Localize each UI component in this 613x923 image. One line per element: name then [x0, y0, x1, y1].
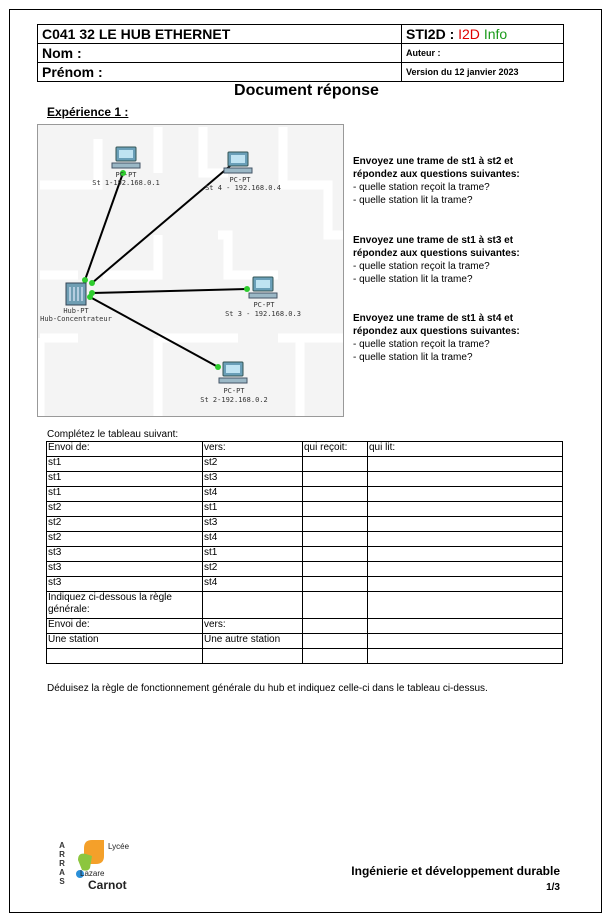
hub-type: Hub-PT: [63, 307, 89, 315]
nom-field[interactable]: Nom :: [38, 44, 402, 63]
header-lit: qui lit:: [368, 442, 563, 457]
pc-st2-type: PC-PT: [223, 387, 245, 395]
answer-cell[interactable]: [303, 532, 368, 547]
table-row: st3 st1: [47, 547, 563, 562]
hub-label: Hub-Concentrateur: [40, 315, 112, 323]
answer-cell[interactable]: [368, 472, 563, 487]
question-2: Envoyez une trame de st1 à st3 et répondez aux questions suivantes: - quelle station reçoit la trame? - quelle station lit la trame?: [353, 235, 520, 285]
answer-cell[interactable]: [303, 517, 368, 532]
hub-icon: [66, 283, 86, 305]
answer-cell[interactable]: [368, 457, 563, 472]
pc-st2-label: St 2-192.168.0.2: [200, 396, 268, 404]
answer-cell[interactable]: [47, 649, 203, 664]
pc-st1-label: St 1-192.168.0.1: [92, 179, 160, 187]
question-1: Envoyez une trame de st1 à st2 et répondez aux questions suivantes: - quelle station reçoit la trame? - quelle station lit la trame?: [353, 156, 520, 206]
table-row: st2 st4: [47, 532, 563, 547]
pc-st1-type: PC-PT: [115, 171, 137, 179]
footer-title: Ingénierie et développement durable: [351, 864, 560, 878]
answer-cell[interactable]: [368, 502, 563, 517]
answer-cell[interactable]: [368, 547, 563, 562]
network-diagram: [37, 124, 344, 417]
header-recoit: qui reçoit:: [303, 442, 368, 457]
pc-st3-icon: [249, 277, 277, 298]
answer-cell[interactable]: [303, 562, 368, 577]
answer-cell[interactable]: [303, 502, 368, 517]
pc-st3-type: PC-PT: [253, 301, 275, 309]
answer-cell[interactable]: [368, 634, 563, 649]
table-header-row: [47, 442, 563, 457]
table-row: [47, 649, 563, 664]
answer-table: [46, 441, 563, 664]
svg-text:Lazare: Lazare: [80, 869, 105, 878]
page-number: 1/3: [546, 882, 560, 893]
experience-heading: Expérience 1 :: [47, 105, 129, 119]
rule-label: Indiquez ci-dessous la règle générale:: [47, 592, 203, 619]
rule-label-row: [47, 592, 563, 619]
table-row: st3 st2: [47, 562, 563, 577]
answer-cell[interactable]: [203, 649, 303, 664]
answer-cell[interactable]: [368, 532, 563, 547]
answer-cell[interactable]: [368, 649, 563, 664]
prenom-field[interactable]: Prénom :: [38, 63, 402, 82]
question-3: Envoyez une trame de st1 à st4 et répondez aux questions suivantes: - quelle station reçoit la trame? - quelle station lit la trame?: [353, 313, 520, 363]
pc-st4-icon: [224, 152, 252, 173]
table-row: st1 st2: [47, 457, 563, 472]
header-table: [37, 24, 564, 82]
table-intro: Complétez le tableau suivant:: [47, 429, 179, 440]
answer-cell[interactable]: [303, 649, 368, 664]
table-row: st2 st1: [47, 502, 563, 517]
table-row: st1 st3: [47, 472, 563, 487]
svg-text:S: S: [59, 877, 65, 886]
answer-cell[interactable]: [303, 472, 368, 487]
svg-text:A: A: [59, 841, 65, 850]
svg-text:A: A: [59, 868, 65, 877]
pc-st2-icon: [219, 362, 247, 383]
lycee-logo: [58, 838, 148, 894]
table-row: st1 st4: [47, 487, 563, 502]
deduce-instruction: Déduisez la règle de fonctionnement générale du hub et indiquez celle-ci dans le tableau ci-dessus.: [47, 683, 488, 694]
document-title: Document réponse: [234, 82, 379, 99]
class-label: STI2D : I2D Info: [402, 25, 564, 44]
pc-st4-type: PC-PT: [229, 176, 251, 184]
course-title: C041 32 LE HUB ETHERNET: [38, 25, 402, 44]
pc-st3-label: St 3 - 192.168.0.3: [225, 310, 301, 318]
table-row: st2 st3: [47, 517, 563, 532]
answer-cell[interactable]: [303, 487, 368, 502]
answer-cell[interactable]: [368, 577, 563, 592]
svg-text:Carnot: Carnot: [88, 878, 127, 892]
rule-header-row: Envoi de: vers:: [47, 619, 563, 634]
answer-cell[interactable]: [368, 517, 563, 532]
answer-cell[interactable]: [303, 577, 368, 592]
svg-text:R: R: [59, 859, 65, 868]
svg-text:Lycée: Lycée: [108, 842, 130, 851]
answer-cell[interactable]: [368, 562, 563, 577]
answer-cell[interactable]: [303, 547, 368, 562]
answer-cell[interactable]: [303, 457, 368, 472]
answer-cell[interactable]: [368, 487, 563, 502]
header-envoi: Envoi de:: [47, 442, 203, 457]
pc-st4-label: St 4 - 192.168.0.4: [205, 184, 281, 192]
header-vers: vers:: [203, 442, 303, 457]
answer-cell[interactable]: [303, 634, 368, 649]
auteur-field: Auteur :: [402, 44, 564, 63]
pc-st1-icon: [112, 147, 140, 168]
svg-text:R: R: [59, 850, 65, 859]
rule-row: Une station Une autre station: [47, 634, 563, 649]
table-row: st3 st4: [47, 577, 563, 592]
version-label: Version du 12 janvier 2023: [402, 63, 564, 82]
